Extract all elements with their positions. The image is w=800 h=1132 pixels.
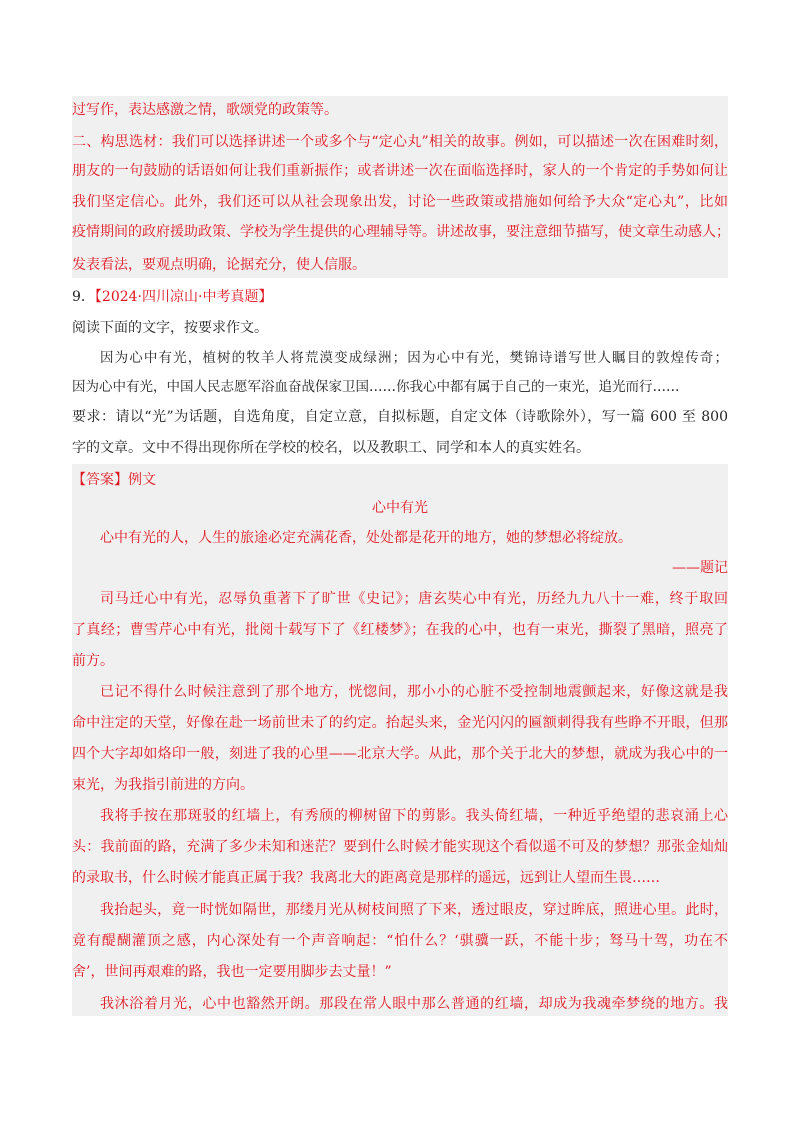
question-heading: [72, 287, 728, 307]
essay-epigraph: 心中有光的人，人生的旅途必定充满花香，处处都是花开的地方，她的梦想必将绽放。: [100, 530, 632, 546]
block1-line-4: 我们坚定信心。此外，我们还可以从社会现象出发，讨论一些政策或措施如何给予大众“定心丸”，比如: [72, 194, 728, 210]
question-number: 9．: [72, 289, 95, 305]
essay-p1-line-2: 了真经；曹雪芹心中有光，批阅十载写下了《红楼梦》；在我的心中，也有一束光，撕裂了黑暗，照亮了: [72, 622, 728, 638]
question-prompt-line-2: 因为心中有光，中国人民志愿军浴血奋战保家卫国……你我心中都有属于自己的一束光，追光而行……: [72, 379, 680, 395]
block1-line-2: 二、构思选材：我们可以选择讲述一个或多个与“定心丸”相关的故事。例如，可以描述一次在困难时刻，: [72, 134, 728, 150]
essay-p3-line-2: 头：我前面的路，充满了多少未知和迷茫？要到什么时候才能实现这个看似遥不可及的梦想？那张金灿灿: [72, 839, 728, 855]
question-prompt-line-1: 因为心中有光，植树的牧羊人将荒漠变成绿洲；因为心中有光，樊锦诗谱写世人瞩目的敦煌传奇；: [100, 350, 728, 366]
essay-p2-line-3: 四个大字却如烙印一般，刻进了我的心里——北京大学。从此，那个关于北大的梦想，就成为我心中的一: [72, 746, 728, 762]
answer-label: 【答案】例文: [72, 472, 156, 488]
essay-p3-line-1: 我将手按在那斑驳的红墙上，有秀颀的柳树留下的剪影。我头倚红墙，一种近乎绝望的悲哀涌上心: [100, 808, 728, 824]
question-instruction: 阅读下面的文字，按要求作文。: [72, 320, 268, 336]
essay-epigraph-source: ——题记: [672, 560, 728, 576]
question-requirement-line-1: 要求：请以“光”为话题，自选角度，自定立意，自拟标题，自定文体（诗歌除外），写一篇 600 至 800: [72, 409, 728, 425]
question-source-tag: 【2024·四川凉山·中考真题】: [94, 289, 273, 305]
essay-p2-line-4: 束光，为我指引前进的方向。: [72, 777, 254, 793]
essay-p1-line-1: 司马迁心中有光，忍辱负重著下了旷世《史记》；唐玄奘心中有光，历经九九八十一难，终于取回: [100, 591, 728, 607]
answer-shade-top: [72, 96, 728, 278]
essay-p2-line-2: 命中注定的天堂，好像在赴一场前世未了的约定。抬起头来，金光闪闪的匾额刺得我有些睁不开眼，但那: [72, 715, 728, 731]
essay-title: 心中有光: [372, 500, 428, 516]
block1-line-5: 疫情期间的政府援助政策、学校为学生提供的心理辅导等。讲述故事，要注意细节描写，使文章生动感人；: [72, 224, 730, 240]
essay-p4-line-3: 舍’，世间再艰难的路，我也一定要用脚步去丈量！”: [72, 964, 392, 980]
essay-p3-line-3: 的录取书，什么时候才能真正属于我？我离北大的距离竟是那样的遥远，远到让人望而生畏……: [72, 870, 660, 886]
question-requirement-line-2: 字的文章。文中不得出现你所在学校的校名，以及教职工、同学和本人的真实姓名。: [72, 440, 590, 456]
essay-p4-line-1: 我抬起头，竟一时恍如隔世，那缕月光从树枝间照了下来，透过眼皮，穿过眸底，照进心里。此时，: [100, 902, 728, 918]
essay-p2-line-1: 已记不得什么时候注意到了那个地方，恍惚间，那小小的心脏不受控制地震颤起来，好像这就是我: [100, 684, 728, 700]
block1-line-3: 朋友的一句鼓励的话语如何让我们重新振作；或者讲述一次在面临选择时，家人的一个肯定的手势如何让: [72, 163, 728, 179]
block1-line-1: 过写作，表达感激之情，歌颂党的政策等。: [72, 102, 338, 118]
essay-p1-line-3: 前方。: [72, 653, 114, 669]
block1-line-6: 发表看法，要观点明确，论据充分，使人信服。: [72, 257, 366, 273]
essay-p4-line-2: 竟有醍醐灌顶之感，内心深处有一个声音响起：“怕什么？‘骐骥一跃，不能十步；驽马十驾，功在不: [72, 933, 728, 949]
essay-p5-line-1: 我沐浴着月光，心中也豁然开朗。那段在常人眼中那么普通的红墙，却成为我魂牵梦绕的地方。我: [100, 996, 728, 1012]
